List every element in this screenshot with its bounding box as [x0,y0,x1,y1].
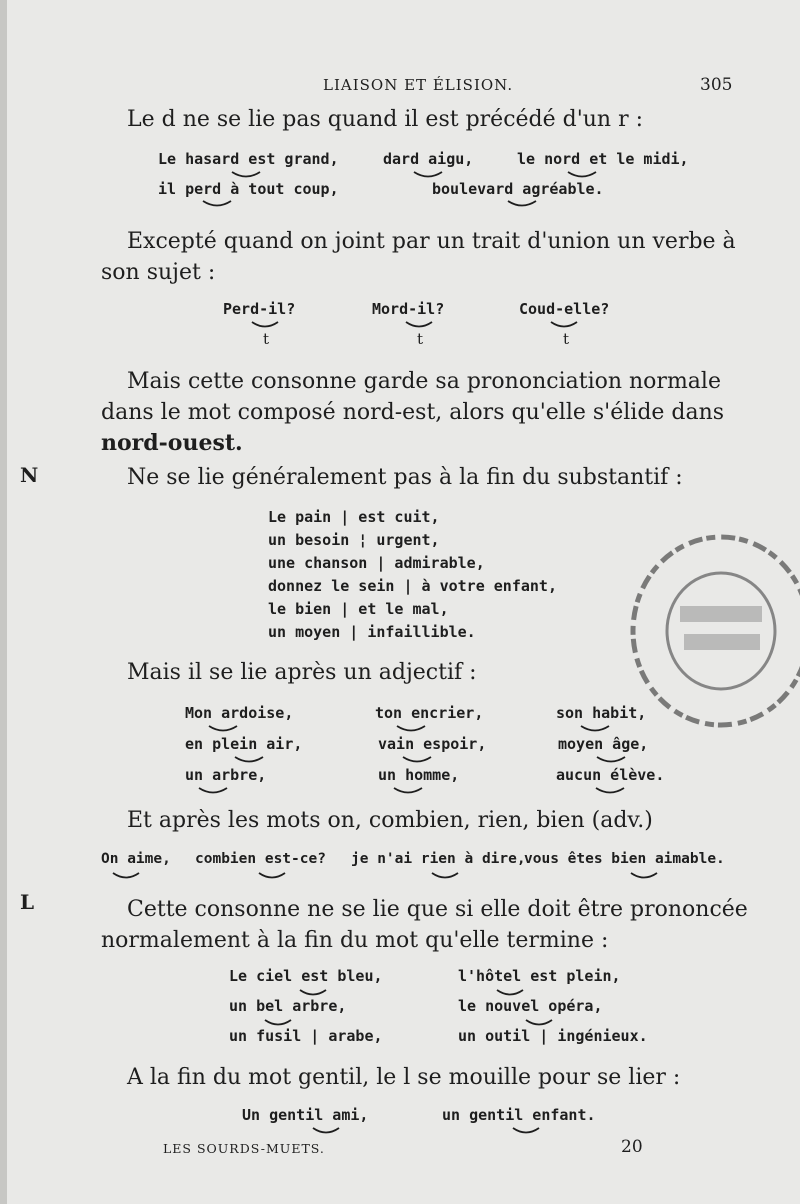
example-n-4: donnez le sein | à votre enfant, [268,577,557,595]
adj-2c: moyen âge, [558,735,649,753]
signature-line: LES SOURDS-MUETS. [163,1141,325,1156]
mots-3: je n'ai rien à dire, [351,851,526,867]
gentil-ex-1: Un gentil ami, [242,1106,369,1124]
signature-number: 20 [621,1137,643,1157]
adj-2a: en plein air, [185,735,303,753]
l-ex-3a: un fusil | arabe, [229,1027,383,1045]
mots-1: On aime, [101,851,171,867]
example-d-1b: dard aigu, [383,150,474,168]
example-n-2: un besoin ¦ urgent, [268,531,440,549]
liaison-letter-t: t [263,330,270,348]
exception-line-2: son sujet : [101,260,216,285]
rule-n-intro: Ne se lie généralement pas à la fin du substantif : [127,465,683,490]
l-ex-3b: un outil | ingénieux. [458,1027,648,1045]
page-number: 305 [700,75,733,95]
mais-line-2: dans le mot composé nord-est, alors qu'elle s'élide dans [101,400,725,425]
rule-d-intro: Le d ne se lie pas quand il est précédé d'un r : [127,107,644,132]
example-n-1: Le pain | est cuit, [268,508,440,526]
example-d-1c: le nord et le midi, [517,150,689,168]
gentil-ex-2: un gentil enfant. [442,1106,596,1124]
liaison-letter-t: t [417,330,424,348]
margin-letter-l: L [20,890,35,914]
adj-3b: un homme, [378,766,460,784]
example-d-2a: il perd à tout coup, [158,180,339,198]
adj-3c: aucun élève. [556,766,665,784]
mots-4: vous êtes bien aimable. [524,851,725,867]
l-ex-2b: le nouvel opéra, [458,997,603,1015]
et-apres-line: Et après les mots on, combien, rien, bien (adv.) [127,808,653,833]
example-n-5: le bien | et le mal, [268,600,449,618]
verb-mord-il: Mord-il? [372,300,445,318]
mais-adjectif: Mais il se lie après un adjectif : [127,660,477,685]
example-n-6: un moyen | infaillible. [268,623,476,641]
verb-perd-il: Perd-il? [223,300,296,318]
l-ex-1b: l'hôtel est plein, [458,967,621,985]
rule-l-line-2: normalement à la fin du mot qu'elle termine : [101,928,609,953]
mais-line-1: Mais cette consonne garde sa prononciation normale [127,369,721,394]
adj-1b: ton encrier, [375,704,484,722]
example-n-3: une chanson | admirable, [268,554,485,572]
adj-3a: un arbre, [185,766,267,784]
example-d-1a: Le hasard est grand, [158,150,339,168]
adj-1c: son habit, [556,704,647,722]
mots-2: combien est-ce? [195,851,326,867]
library-stamp [628,532,800,730]
rule-l-line-1: Cette consonne ne se lie que si elle doit être prononcée [127,897,748,922]
example-d-2b: boulevard agréable. [432,180,604,198]
verb-coud-elle: Coud-elle? [519,300,610,318]
adj-1a: Mon ardoise, [185,704,294,722]
mais-line-3: nord-ouest. [101,430,243,456]
l-ex-2a: un bel arbre, [229,997,347,1015]
running-header: LIAISON ET ÉLISION. [323,76,514,94]
adj-2b: vain espoir, [378,735,487,753]
margin-letter-n: N [20,463,39,487]
liaison-letter-t: t [563,330,570,348]
exception-line-1: Excepté quand on joint par un trait d'union un verbe à [127,229,736,254]
gentil-rule: A la fin du mot gentil, le l se mouille pour se lier : [127,1065,681,1090]
l-ex-1a: Le ciel est bleu, [229,967,383,985]
